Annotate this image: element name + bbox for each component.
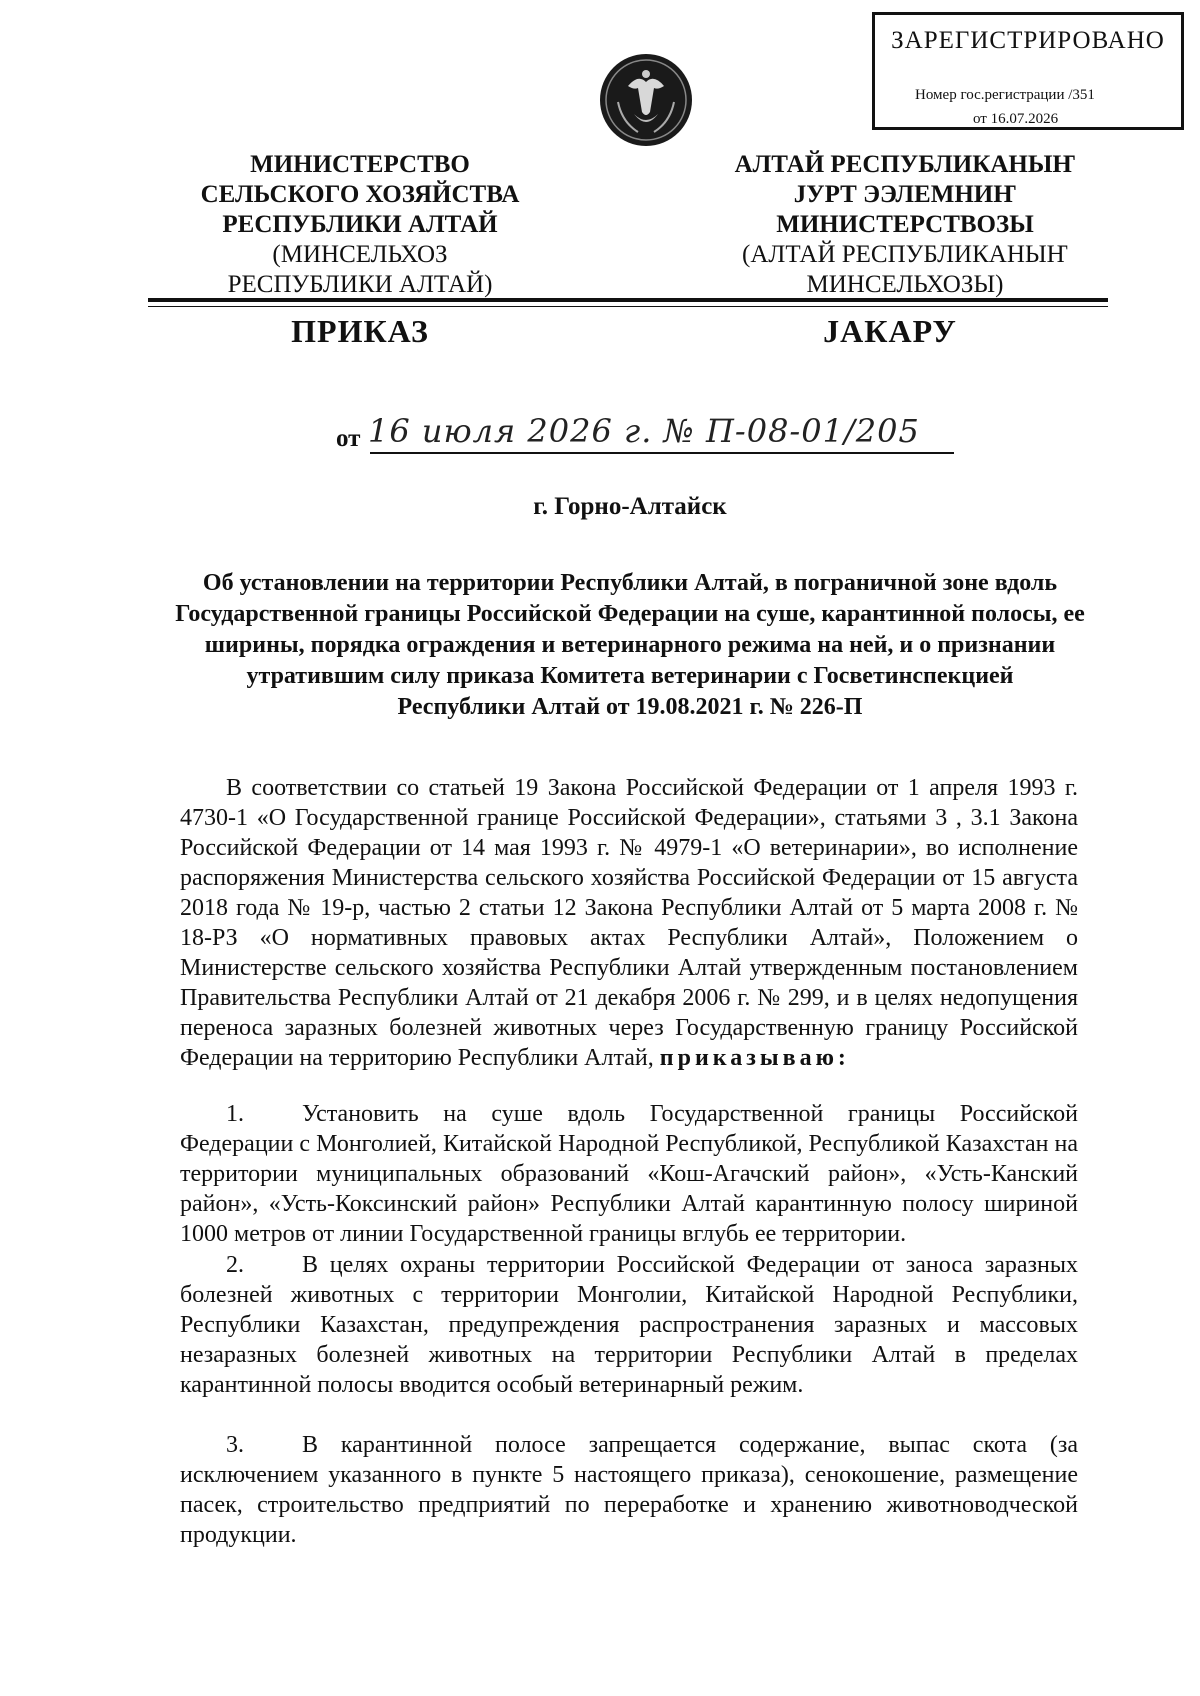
order-item <box>180 1099 1078 1249</box>
subject-line: утратившим силу приказа Комитета ветеринарии с Госветинспекцией <box>246 663 1014 689</box>
header-right-line: МИНИСТЕРСТВОЗЫ <box>776 211 1034 238</box>
header-right-line: АЛТАЙ РЕСПУБЛИКАНЫҤ <box>734 151 1076 178</box>
item-number: 3. <box>226 1432 244 1458</box>
item-text: В целях охраны территории Российской Федерации от заноса заразных болезней животных с территории Монголии, Китайской Народной Республики, Республики Казахстан, предупреждения распространения заразных и массовых незаразных болезней животных на территории Республики Алтай в пределах карантинной полосы вводится особый ветеринарный режим. <box>180 1252 1078 1398</box>
item-text: В карантинной полосе запрещается содержание, выпас скота (за исключением указанного в пункте 5 настоящего приказа), сенокошение, размещение пасек, строительство предприятий по переработке и хранению животноводческой продукции. <box>180 1432 1078 1548</box>
item-text: Установить на суше вдоль Государственной границы Российской Федерации с Монголией, Китайской Народной Республикой, Республикой Казахстан на территории муниципальных образований «Кош-Агачский район», «Усть-Канский район», «Усть-Коксинский район» Республики Алтай карантинную полосу шириной 1000 метров от линии Государственной границы вглубь ее территории. <box>180 1101 1078 1247</box>
registration-stamp <box>872 12 1184 130</box>
header-right-line: (АЛТАЙ РЕСПУБЛИКАНЫҤ <box>742 241 1068 268</box>
subject-line: Республики Алтай от 19.08.2021 г. № 226-П <box>397 694 863 720</box>
item-number: 2. <box>226 1252 244 1278</box>
stamp-registration-date: от 16.07.2026 <box>973 111 1059 127</box>
order-title-altai: ЈАКАРУ <box>823 313 957 349</box>
header-right-line: МИНСЕЛЬХОЗЫ) <box>806 271 1004 298</box>
stamp-title: ЗАРЕГИСТРИРОВАНО <box>891 27 1165 54</box>
subject-line: ширины, порядка ограждения и ветеринарного режима на ней, и о признании <box>204 632 1056 658</box>
header-divider <box>148 298 1108 302</box>
subject-line: Государственной границы Российской Федерации на суше, карантинной полосы, ее <box>175 601 1085 627</box>
header-divider-thin <box>148 306 1108 307</box>
item-number: 1. <box>226 1101 244 1127</box>
preamble-paragraph <box>180 773 1078 1073</box>
subject-line: Об установлении на территории Республики Алтай, в пограничной зоне вдоль <box>202 570 1058 596</box>
ministry-name-altai <box>705 150 1105 300</box>
header-left-line: МИНИСТЕРСТВО <box>250 151 470 178</box>
preamble-emphasis: приказываю: <box>659 1045 850 1071</box>
header-left-line: РЕСПУБЛИКИ АЛТАЙ) <box>227 271 493 298</box>
handwritten-date-number: 16 июля 2026 г. № П-08-01/205 <box>368 412 920 450</box>
order-subject <box>170 568 1090 723</box>
coat-of-arms-icon <box>598 52 694 148</box>
header-left-line: РЕСПУБЛИКИ АЛТАЙ <box>222 211 498 238</box>
preamble-text: В соответствии со статьей 19 Закона Российской Федерации от 1 апреля 1993 г. 4730-1 «О Государственной границе Российской Федерации», статьями 3 , 3.1 Закона Российской Федерации от 14 мая 1993 г. № 4979-1 «О ветеринарии», во исполнение распоряжения Министерства сельского хозяйства Российской Федерации от 15 августа 2018 года № 19-р, частью 2 статьи 12 Закона Республики Алтай от 5 марта 2008 г. № 18-РЗ «О нормативных правовых актах Республики Алтай», Положением о Министерстве сельского хозяйства Республики Алтай утвержденным постановлением Правительства Республики Алтай от 21 декабря 2006 г. № 299, и в целях недопущения переноса заразных болезней животных через Государственную границу Российской Федерации на территорию Республики Алтай, <box>180 775 1078 1071</box>
header-right-line: ЈУРТ ЭЭЛЕМНИҤ <box>793 181 1017 208</box>
date-underline <box>370 452 954 454</box>
header-left-line: СЕЛЬСКОГО ХОЗЯЙСТВА <box>200 181 520 208</box>
order-item <box>180 1430 1078 1550</box>
order-item <box>180 1250 1078 1400</box>
stamp-registration-number: Номер гос.регистрации /351 <box>915 87 1095 103</box>
header-left-line: (МИНСЕЛЬХОЗ <box>272 241 448 268</box>
city: г. Горно-Алтайск <box>533 493 727 520</box>
date-label: от <box>336 425 361 452</box>
ministry-name-russian <box>170 150 550 300</box>
order-title-russian: ПРИКАЗ <box>291 313 429 349</box>
